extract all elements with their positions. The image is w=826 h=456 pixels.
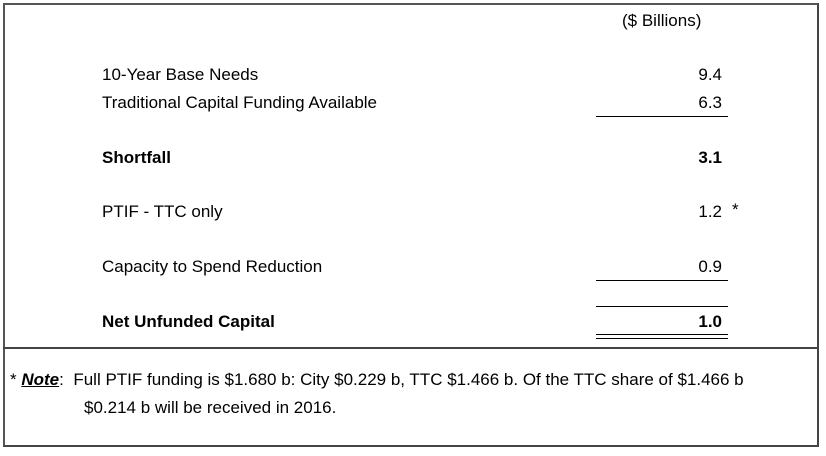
note-asterisk: * — [10, 370, 17, 389]
row-value-shortfall: 3.1 — [698, 148, 722, 167]
note-text-line-1: Full PTIF funding is $1.680 b: City $0.229 b, TTC $1.466 b. Of the TTC share of $1.466 b — [73, 370, 744, 389]
row-value-net-unfunded: 1.0 — [698, 312, 722, 331]
note-divider — [3, 347, 819, 349]
note-label: Note — [21, 370, 60, 389]
row-value-ptif: 1.2 — [698, 202, 722, 221]
row-value-capacity-reduction: 0.9 — [698, 257, 722, 276]
note-separator: : — [59, 370, 64, 389]
total-top-rule — [596, 306, 728, 307]
note-text-line-2: $0.214 b will be received in 2016. — [84, 398, 337, 417]
row-label-funding-available: Traditional Capital Funding Available — [102, 93, 378, 112]
row-value-base-needs: 9.4 — [698, 65, 722, 84]
double-rule-top — [596, 334, 728, 335]
footnote-line-1 — [10, 370, 744, 390]
row-value-funding-available: 6.3 — [698, 93, 722, 112]
capacity-underline-rule — [596, 280, 728, 281]
footnote-asterisk: * — [732, 200, 739, 219]
row-label-capacity-reduction: Capacity to Spend Reduction — [102, 257, 323, 276]
subtotal-rule — [596, 116, 728, 117]
row-label-ptif: PTIF - TTC only — [102, 202, 223, 221]
row-label-shortfall: Shortfall — [102, 148, 171, 167]
row-label-net-unfunded: Net Unfunded Capital — [102, 312, 275, 331]
unit-header: ($ Billions) — [622, 11, 702, 30]
row-label-base-needs: 10-Year Base Needs — [102, 65, 259, 84]
double-rule-bottom — [596, 338, 728, 339]
